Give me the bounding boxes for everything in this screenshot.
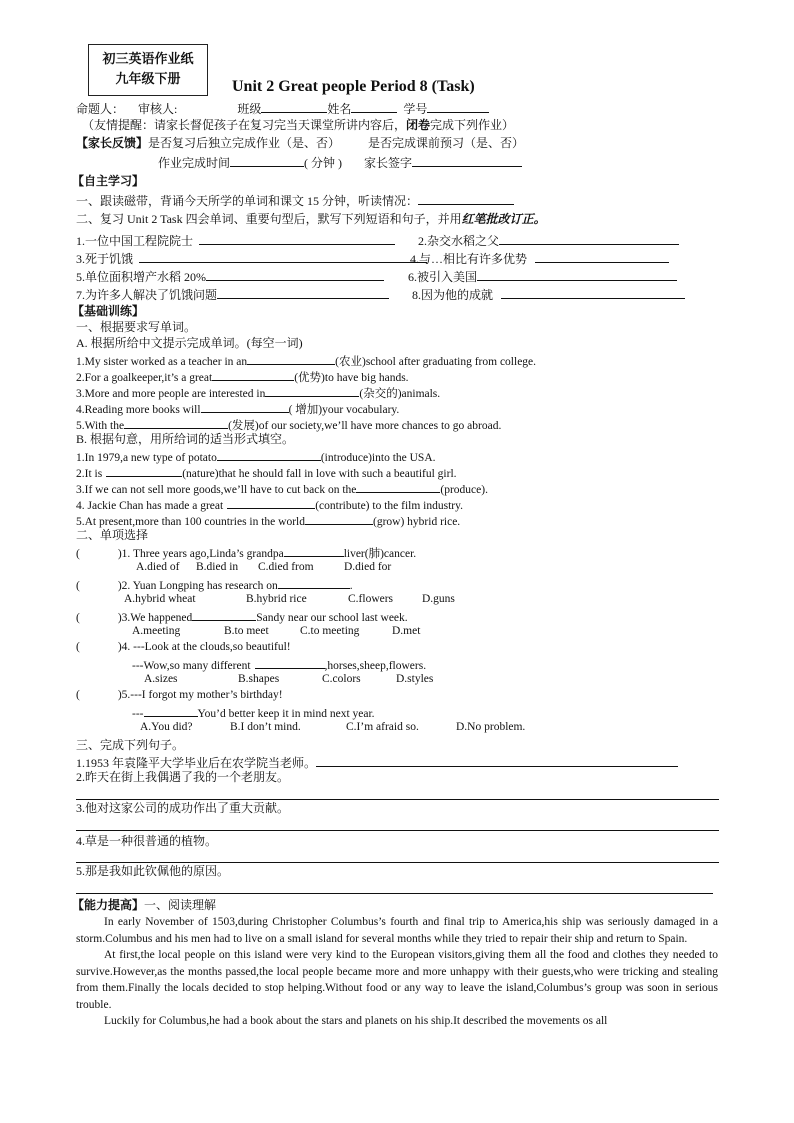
a5-pre: 5.With the bbox=[76, 420, 125, 432]
paragraph-2: At first,the local people on this island were very kind to the European visitors,giving them all the food and clothes they needed to survive.However,as the months passed,the local people became more and more unhappy with their guests,who were tricking and stealing from them.Finally the locals decided to stop helping.Without food or any way to leave the island,Columbus’s group was soon in serious trouble. bbox=[76, 949, 718, 1011]
q3-opt-b[interactable]: B.to meet bbox=[224, 625, 269, 637]
a3-hint: (杂交的)animals. bbox=[359, 388, 441, 400]
q3-opt-c[interactable]: C.to meeting bbox=[300, 625, 360, 637]
b5-hint: (grow) hybrid rice. bbox=[373, 516, 461, 528]
info-row bbox=[76, 100, 489, 117]
q1-opt-b[interactable]: B.died in bbox=[196, 561, 239, 573]
feedback-q2: 是否完成课前预习（是、否） bbox=[368, 136, 525, 150]
translate-item-4: 4.草是一种很普通的植物。 bbox=[76, 834, 218, 848]
time-row bbox=[158, 154, 522, 171]
q2-opt-c[interactable]: C.flowers bbox=[348, 593, 394, 605]
parent-feedback bbox=[76, 136, 524, 151]
a2-pre: 2.For a goalkeeper,it’s a great bbox=[76, 372, 213, 384]
phrase-5 bbox=[76, 268, 384, 285]
q4-paren: ( bbox=[76, 641, 80, 653]
q4-blank[interactable] bbox=[255, 656, 325, 669]
feedback-q1: 是否复习后独立完成作业（是、否） bbox=[148, 136, 341, 150]
a3-pre: 3.More and more people are interested in bbox=[76, 388, 266, 400]
a1-hint: (农业)school after graduating from college. bbox=[335, 356, 537, 368]
a3-blank[interactable] bbox=[265, 384, 359, 397]
phrase-7 bbox=[76, 286, 389, 303]
q2-stem-end: . bbox=[349, 580, 353, 592]
ability-title: 【能力提高】 bbox=[72, 898, 145, 912]
q1-opt-c[interactable]: C.died from bbox=[258, 561, 314, 573]
translate-item-1 bbox=[76, 754, 678, 771]
name-blank[interactable] bbox=[351, 100, 397, 113]
q3-stem-end: Sandy near our school last week. bbox=[256, 612, 408, 624]
time-unit: ( 分钟 ) bbox=[304, 156, 343, 170]
b3-pre: 3.If we can not sell more goods,we’ll have to cut back on the bbox=[76, 484, 357, 496]
phrase-4 bbox=[410, 250, 669, 267]
ability-heading bbox=[72, 898, 216, 913]
sign-label: 家长签字 bbox=[364, 156, 413, 170]
answer-line-2[interactable] bbox=[76, 799, 719, 800]
feedback-label: 【家长反馈】 bbox=[76, 136, 149, 150]
reminder-end: 完成下列作业） bbox=[430, 118, 515, 132]
phrase-1-blank[interactable] bbox=[199, 232, 395, 245]
q5-opt-c[interactable]: C.I’m afraid so. bbox=[346, 721, 419, 733]
q4-opt-a[interactable]: A.sizes bbox=[144, 673, 178, 685]
phrase-4-text: 4.与…相比有许多优势 bbox=[410, 252, 528, 266]
q5-line2-pre: --- bbox=[132, 708, 144, 720]
reading-passage bbox=[76, 914, 718, 1030]
q1-stem-end: liver(肺)cancer. bbox=[343, 548, 417, 560]
reminder-bold: 闭卷 bbox=[406, 118, 431, 132]
answer-line-4[interactable] bbox=[76, 862, 719, 863]
translate-1-text: 1.1953 年袁隆平大学毕业后在农学院当老师。 bbox=[76, 756, 317, 770]
choice-q1-options bbox=[136, 560, 391, 575]
a2-blank[interactable] bbox=[212, 368, 294, 381]
b1-pre: 1.In 1979,a new type of potato bbox=[76, 452, 217, 464]
listening-blank[interactable] bbox=[418, 192, 514, 205]
phrase-7-text: 7.为许多人解决了饥饿问题 bbox=[76, 288, 218, 302]
q1-blank[interactable] bbox=[284, 544, 344, 557]
name-label: 姓名 bbox=[327, 102, 352, 116]
self-study-item2 bbox=[76, 212, 546, 227]
phrase-1-text: 1.一位中国工程院院士 bbox=[76, 234, 194, 248]
q5-paren: ( bbox=[76, 689, 80, 701]
self-study-item1 bbox=[76, 192, 514, 209]
choice-q2-options bbox=[124, 592, 455, 607]
q4-opt-b[interactable]: B.shapes bbox=[238, 673, 280, 685]
time-blank[interactable] bbox=[230, 154, 304, 167]
phrase-3 bbox=[76, 250, 427, 267]
translate-1-blank[interactable] bbox=[316, 754, 678, 767]
q3-opt-d[interactable]: D.met bbox=[392, 625, 421, 637]
q2-opt-a[interactable]: A.hybrid wheat bbox=[124, 593, 196, 605]
b4-hint: (contribute) to the film industry. bbox=[315, 500, 463, 512]
phrase-7-blank[interactable] bbox=[217, 286, 389, 299]
q4-opt-c[interactable]: C.colors bbox=[322, 673, 361, 685]
answer-line-5[interactable] bbox=[76, 893, 713, 894]
phrase-6-blank[interactable] bbox=[477, 268, 677, 281]
translate-heading: 三、完成下列句子。 bbox=[76, 738, 185, 752]
b2-pre: 2.It is bbox=[76, 468, 103, 480]
q3-blank[interactable] bbox=[192, 608, 256, 621]
phrase-2-blank[interactable] bbox=[499, 232, 679, 245]
item2-bold: 红笔批改订正。 bbox=[461, 212, 546, 226]
time-label: 作业完成时间 bbox=[158, 156, 231, 170]
q3-stem: )3.We happened bbox=[117, 612, 193, 624]
q5-stem: )5.---I forgot my mother’s birthday! bbox=[117, 689, 283, 701]
b3-blank[interactable] bbox=[356, 480, 440, 493]
phrase-8-blank[interactable] bbox=[501, 286, 685, 299]
translate-item-5: 5.那是我如此钦佩他的原因。 bbox=[76, 864, 230, 878]
phrase-3-text: 3.死于饥饿 bbox=[76, 252, 134, 266]
phrase-8-text: 8.因为他的成就 bbox=[412, 288, 494, 302]
b2-hint: (nature)that he should fall in love with such a beautiful girl. bbox=[182, 468, 457, 480]
paragraph-3: Luckily for Columbus,he had a book about the stars and planets on his ship.It described the movements os all bbox=[104, 1015, 608, 1027]
q4-stem: )4. ---Look at the clouds,so beautiful! bbox=[117, 641, 291, 653]
paragraph-1: In early November of 1503,during Christopher Columbus’s fourth and final trip to America,his ship was seriously damaged in a storm.Columbus and his men had to live on a small island for several months while they tried to repair their ship and return to Spain. bbox=[76, 916, 718, 945]
q1-stem: )1. Three years ago,Linda’s grandpa bbox=[117, 548, 284, 560]
q5-opt-b[interactable]: B.I don’t mind. bbox=[230, 721, 301, 733]
b5-pre: 5.At present,more than 100 countries in the world bbox=[76, 516, 305, 528]
b2-blank[interactable] bbox=[106, 464, 182, 477]
phrase-1 bbox=[76, 232, 395, 249]
q2-paren: ( bbox=[76, 580, 80, 592]
answer-line-3[interactable] bbox=[76, 830, 719, 831]
q4-line2-end: ,horses,sheep,flowers. bbox=[324, 660, 427, 672]
b4-pre: 4. Jackie Chan has made a great bbox=[76, 500, 224, 512]
box-line-1: 初三英语作业纸 bbox=[102, 51, 194, 66]
translate-item-2: 2.昨天在街上我偶遇了我的一个老朋友。 bbox=[76, 770, 290, 784]
worksheet-label-box bbox=[88, 44, 208, 96]
b1-hint: (introduce)into the USA. bbox=[320, 452, 436, 464]
q1-opt-d[interactable]: D.died for bbox=[344, 561, 392, 573]
q5-blank[interactable] bbox=[144, 704, 198, 717]
translate-item-3: 3.他对这家公司的成功作出了重大贡献。 bbox=[76, 801, 290, 815]
q5-opt-a[interactable]: A.You did? bbox=[140, 721, 193, 733]
item1-text: 一、跟读磁带，背诵今天所学的单词和课文 15 分钟，听读情况： bbox=[76, 194, 419, 208]
choice-q4 bbox=[76, 640, 291, 655]
q1-paren: ( bbox=[76, 548, 80, 560]
phrase-5-text: 5.单位面积增产水稻 20% bbox=[76, 270, 206, 284]
a4-hint: ( 增加)your vocabulary. bbox=[288, 404, 400, 416]
q2-opt-d[interactable]: D.guns bbox=[422, 593, 455, 605]
a5-blank[interactable] bbox=[124, 416, 228, 429]
choice-q5 bbox=[76, 688, 283, 703]
q2-blank[interactable] bbox=[278, 576, 350, 589]
b5-blank[interactable] bbox=[305, 512, 373, 525]
q2-stem: )2. Yuan Longping has research on bbox=[117, 580, 278, 592]
choice-q4-options bbox=[144, 672, 433, 687]
a4-blank[interactable] bbox=[201, 400, 289, 413]
q4-opt-d[interactable]: D.styles bbox=[396, 673, 434, 685]
basic-part1: 一、根据要求写单词。 bbox=[76, 320, 197, 334]
q3-opt-a[interactable]: A.meeting bbox=[132, 625, 181, 637]
basic-partB: B. 根据句意，用所给词的适当形式填空。 bbox=[76, 432, 295, 446]
phrase-5-blank[interactable] bbox=[206, 268, 384, 281]
item2-text: 二、复习 Unit 2 Task 四会单词、重要句型后，默写下列短语和句子，并用 bbox=[76, 212, 462, 226]
setter-label: 命题人： bbox=[76, 102, 125, 116]
sign-blank[interactable] bbox=[412, 154, 522, 167]
reviewer-label: 审核人: bbox=[138, 102, 178, 116]
number-blank[interactable] bbox=[427, 100, 489, 113]
basic-partA: A. 根据所给中文提示完成单词。(每空一词) bbox=[76, 336, 303, 350]
phrase-6-text: 6.被引入美国 bbox=[408, 270, 478, 284]
q1-opt-a[interactable]: A.died of bbox=[136, 561, 180, 573]
choice-q3-options bbox=[132, 624, 420, 639]
a2-hint: (优势)to have big hands. bbox=[294, 372, 409, 384]
b3-hint: (produce). bbox=[440, 484, 488, 496]
box-line-2: 九年级下册 bbox=[115, 71, 181, 86]
reminder-text: （友情提醒：请家长督促孩子在复习完当天课堂所讲内容后， bbox=[82, 118, 407, 132]
reminder bbox=[82, 118, 514, 133]
phrase-6 bbox=[408, 268, 677, 285]
b1-blank[interactable] bbox=[217, 448, 321, 461]
basic-heading: 【基础训练】 bbox=[72, 304, 145, 318]
a5-hint: (发展)of our society,we’ll have more chances to go abroad. bbox=[228, 420, 502, 432]
phrase-2 bbox=[418, 232, 679, 249]
choice-q5-options bbox=[140, 720, 525, 735]
b4-blank[interactable] bbox=[227, 496, 315, 509]
q5-opt-d[interactable]: D.No problem. bbox=[456, 721, 526, 733]
q2-opt-b[interactable]: B.hybrid rice bbox=[246, 593, 307, 605]
page-title: Unit 2 Great people Period 8 (Task) bbox=[232, 78, 475, 95]
class-label: 班级 bbox=[237, 102, 262, 116]
a4-pre: 4.Reading more books will bbox=[76, 404, 201, 416]
phrase-2-text: 2.杂交水稻之父 bbox=[418, 234, 500, 248]
q4-line2-pre: ---Wow,so many different bbox=[132, 660, 251, 672]
q5-line2-end: You’d better keep it in mind next year. bbox=[197, 708, 375, 720]
choice-heading: 二、单项选择 bbox=[76, 528, 149, 542]
q3-paren: ( bbox=[76, 612, 80, 624]
class-blank[interactable] bbox=[261, 100, 327, 113]
a1-pre: 1.My sister worked as a teacher in an bbox=[76, 356, 248, 368]
number-label: 学号 bbox=[403, 102, 428, 116]
phrase-4-blank[interactable] bbox=[535, 250, 669, 263]
a1-blank[interactable] bbox=[247, 352, 335, 365]
phrase-3-blank[interactable] bbox=[139, 250, 427, 263]
phrase-8 bbox=[412, 286, 685, 303]
self-study-heading: 【自主学习】 bbox=[72, 174, 145, 188]
reading-title: 一、阅读理解 bbox=[144, 898, 217, 912]
